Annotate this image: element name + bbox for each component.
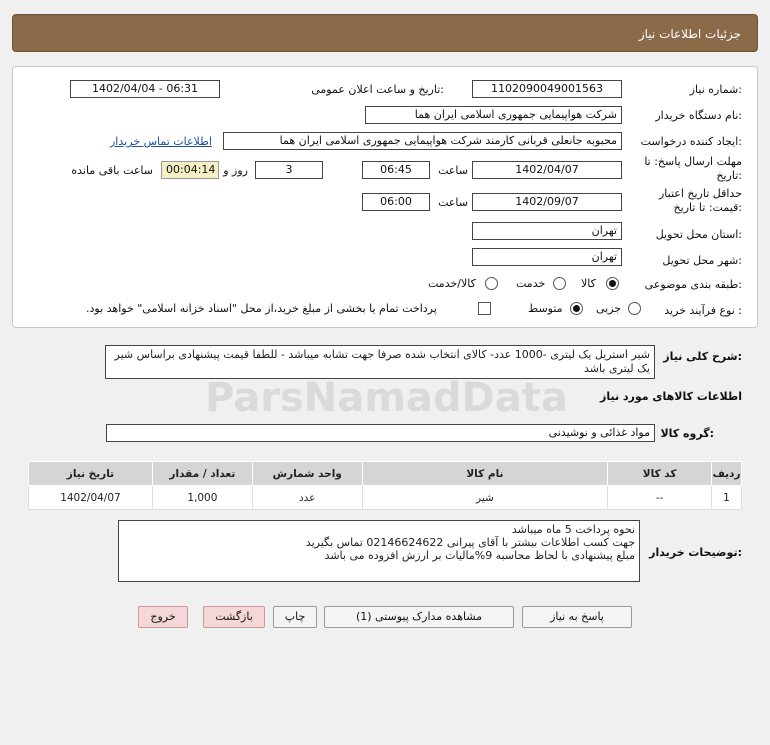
purchase-radio-medium[interactable]	[570, 302, 583, 315]
reply-time-field: 06:45	[362, 161, 430, 179]
category-option-goods: کالا	[581, 277, 596, 290]
treasury-checkbox[interactable]	[478, 302, 491, 315]
announce-field: 1402/04/04 - 06:31	[70, 80, 220, 98]
buyer-notes-label: توضیحات خریدار:	[649, 546, 742, 559]
days-label: روز و	[223, 164, 248, 177]
cell-unit: عدد	[252, 486, 362, 510]
cell-name: شیر	[362, 486, 608, 510]
table-row	[29, 486, 742, 510]
validity-date-field: 1402/09/07	[472, 193, 622, 211]
summary-label: شرح کلی نیاز:	[663, 350, 742, 363]
reply-button[interactable]: پاسخ به نیاز	[522, 606, 632, 628]
creator-label: ایجاد کننده درخواست:	[640, 135, 742, 148]
attachments-button[interactable]: مشاهده مدارک پیوستی (1)	[324, 606, 514, 628]
reply-deadline-label-2: تاریخ:	[716, 169, 742, 182]
buyer-note-line: نحوه پرداخت 5 ماه میباشد	[511, 523, 635, 536]
validity-label-2: قیمت: تا تاریخ:	[673, 201, 742, 214]
buyer-note-line: جهت کسب اطلاعات بیشتر با آقای پیرانی 02146624622 تماس بگیرید	[305, 536, 635, 549]
summary-text: شیر استریل یک لیتری -1000 عدد- کالای انتخاب شده صرفا جهت تشابه میباشد - للطفا قیمت پیشنهادی براساس شیر یک لیتری باشد	[105, 345, 655, 379]
cell-row: 1	[712, 486, 742, 510]
category-label: طبقه بندی موضوعی:	[644, 278, 742, 291]
creator-field: محبوبه جانعلی قربانی کارمند شرکت هواپیمایی جمهوری اسلامی ایران هما	[223, 132, 622, 150]
validity-time-label: ساعت	[438, 196, 468, 209]
purchase-option-minor: جزیی	[596, 302, 622, 315]
announce-label: تاریخ و ساعت اعلان عمومی:	[311, 83, 444, 96]
purchase-note: پرداخت تمام یا بخشی از مبلغ خرید،از محل "اسناد خزانه اسلامی" خواهد بود.	[86, 302, 437, 315]
buyer-contact-link[interactable]: اطلاعات تماس خریدار	[110, 135, 212, 148]
category-option-service: خدمت	[516, 277, 546, 290]
cell-code: --	[608, 486, 712, 510]
remaining-label: ساعت باقی مانده	[71, 164, 153, 177]
reply-deadline-label-1: مهلت ارسال پاسخ: تا	[644, 155, 742, 168]
buyer-org-field: شرکت هواپیمایی جمهوری اسلامی ایران هما	[365, 106, 622, 124]
reply-time-label: ساعت	[438, 164, 468, 177]
table-header-row	[29, 462, 742, 486]
remaining-time-field: 00:04:14	[161, 161, 219, 179]
category-radio-service[interactable]	[553, 277, 566, 290]
goods-table	[28, 461, 742, 510]
buyer-notes-box	[118, 520, 640, 582]
purchase-option-medium: متوسط	[528, 302, 563, 315]
city-label: شهر محل تحویل:	[662, 254, 742, 267]
reply-date-field: 1402/04/07	[472, 161, 622, 179]
province-field: تهران	[472, 222, 622, 240]
need-number-label: شماره نیاز:	[689, 83, 742, 96]
page-title: جزئیات اطلاعات نیاز	[638, 27, 741, 41]
category-radio-goods[interactable]	[606, 277, 619, 290]
page-header	[12, 14, 758, 52]
watermark-brand: ParsNamadData	[205, 375, 568, 421]
goods-group-field: مواد غذائی و نوشیدنی	[106, 424, 655, 442]
category-radio-goods-service[interactable]	[485, 277, 498, 290]
purchase-radio-minor[interactable]	[628, 302, 641, 315]
exit-button[interactable]: خروج	[138, 606, 188, 628]
category-option-goods-service: کالا/خدمت	[428, 277, 476, 290]
goods-group-label: گروه کالا:	[660, 427, 714, 440]
days-field: 3	[255, 161, 323, 179]
col-name: نام کالا	[362, 462, 608, 486]
col-code: کد کالا	[608, 462, 712, 486]
goods-section-title: اطلاعات کالاهای مورد نیاز	[600, 390, 742, 403]
validity-time-field: 06:00	[362, 193, 430, 211]
city-field: تهران	[472, 248, 622, 266]
col-row: ردیف	[712, 462, 742, 486]
back-button[interactable]: بازگشت	[203, 606, 265, 628]
cell-date: 1402/04/07	[29, 486, 153, 510]
province-label: استان محل تحویل:	[655, 228, 742, 241]
need-number-field: 1102090049001563	[472, 80, 622, 98]
col-date: تاریخ نیاز	[29, 462, 153, 486]
col-unit: واحد شمارش	[252, 462, 362, 486]
col-quantity: تعداد / مقدار	[152, 462, 252, 486]
buyer-org-label: نام دستگاه خریدار:	[655, 109, 742, 122]
print-button[interactable]: چاپ	[273, 606, 317, 628]
buyer-note-line: مبلغ پیشنهادی با لحاظ محاسبه 9%مالیات بر ارزش افزوده می باشد	[324, 549, 635, 562]
purchase-type-label: نوع فرآیند خرید :	[664, 304, 742, 317]
validity-label-1: حداقل تاریخ اعتبار	[658, 187, 742, 200]
cell-quantity: 1,000	[152, 486, 252, 510]
